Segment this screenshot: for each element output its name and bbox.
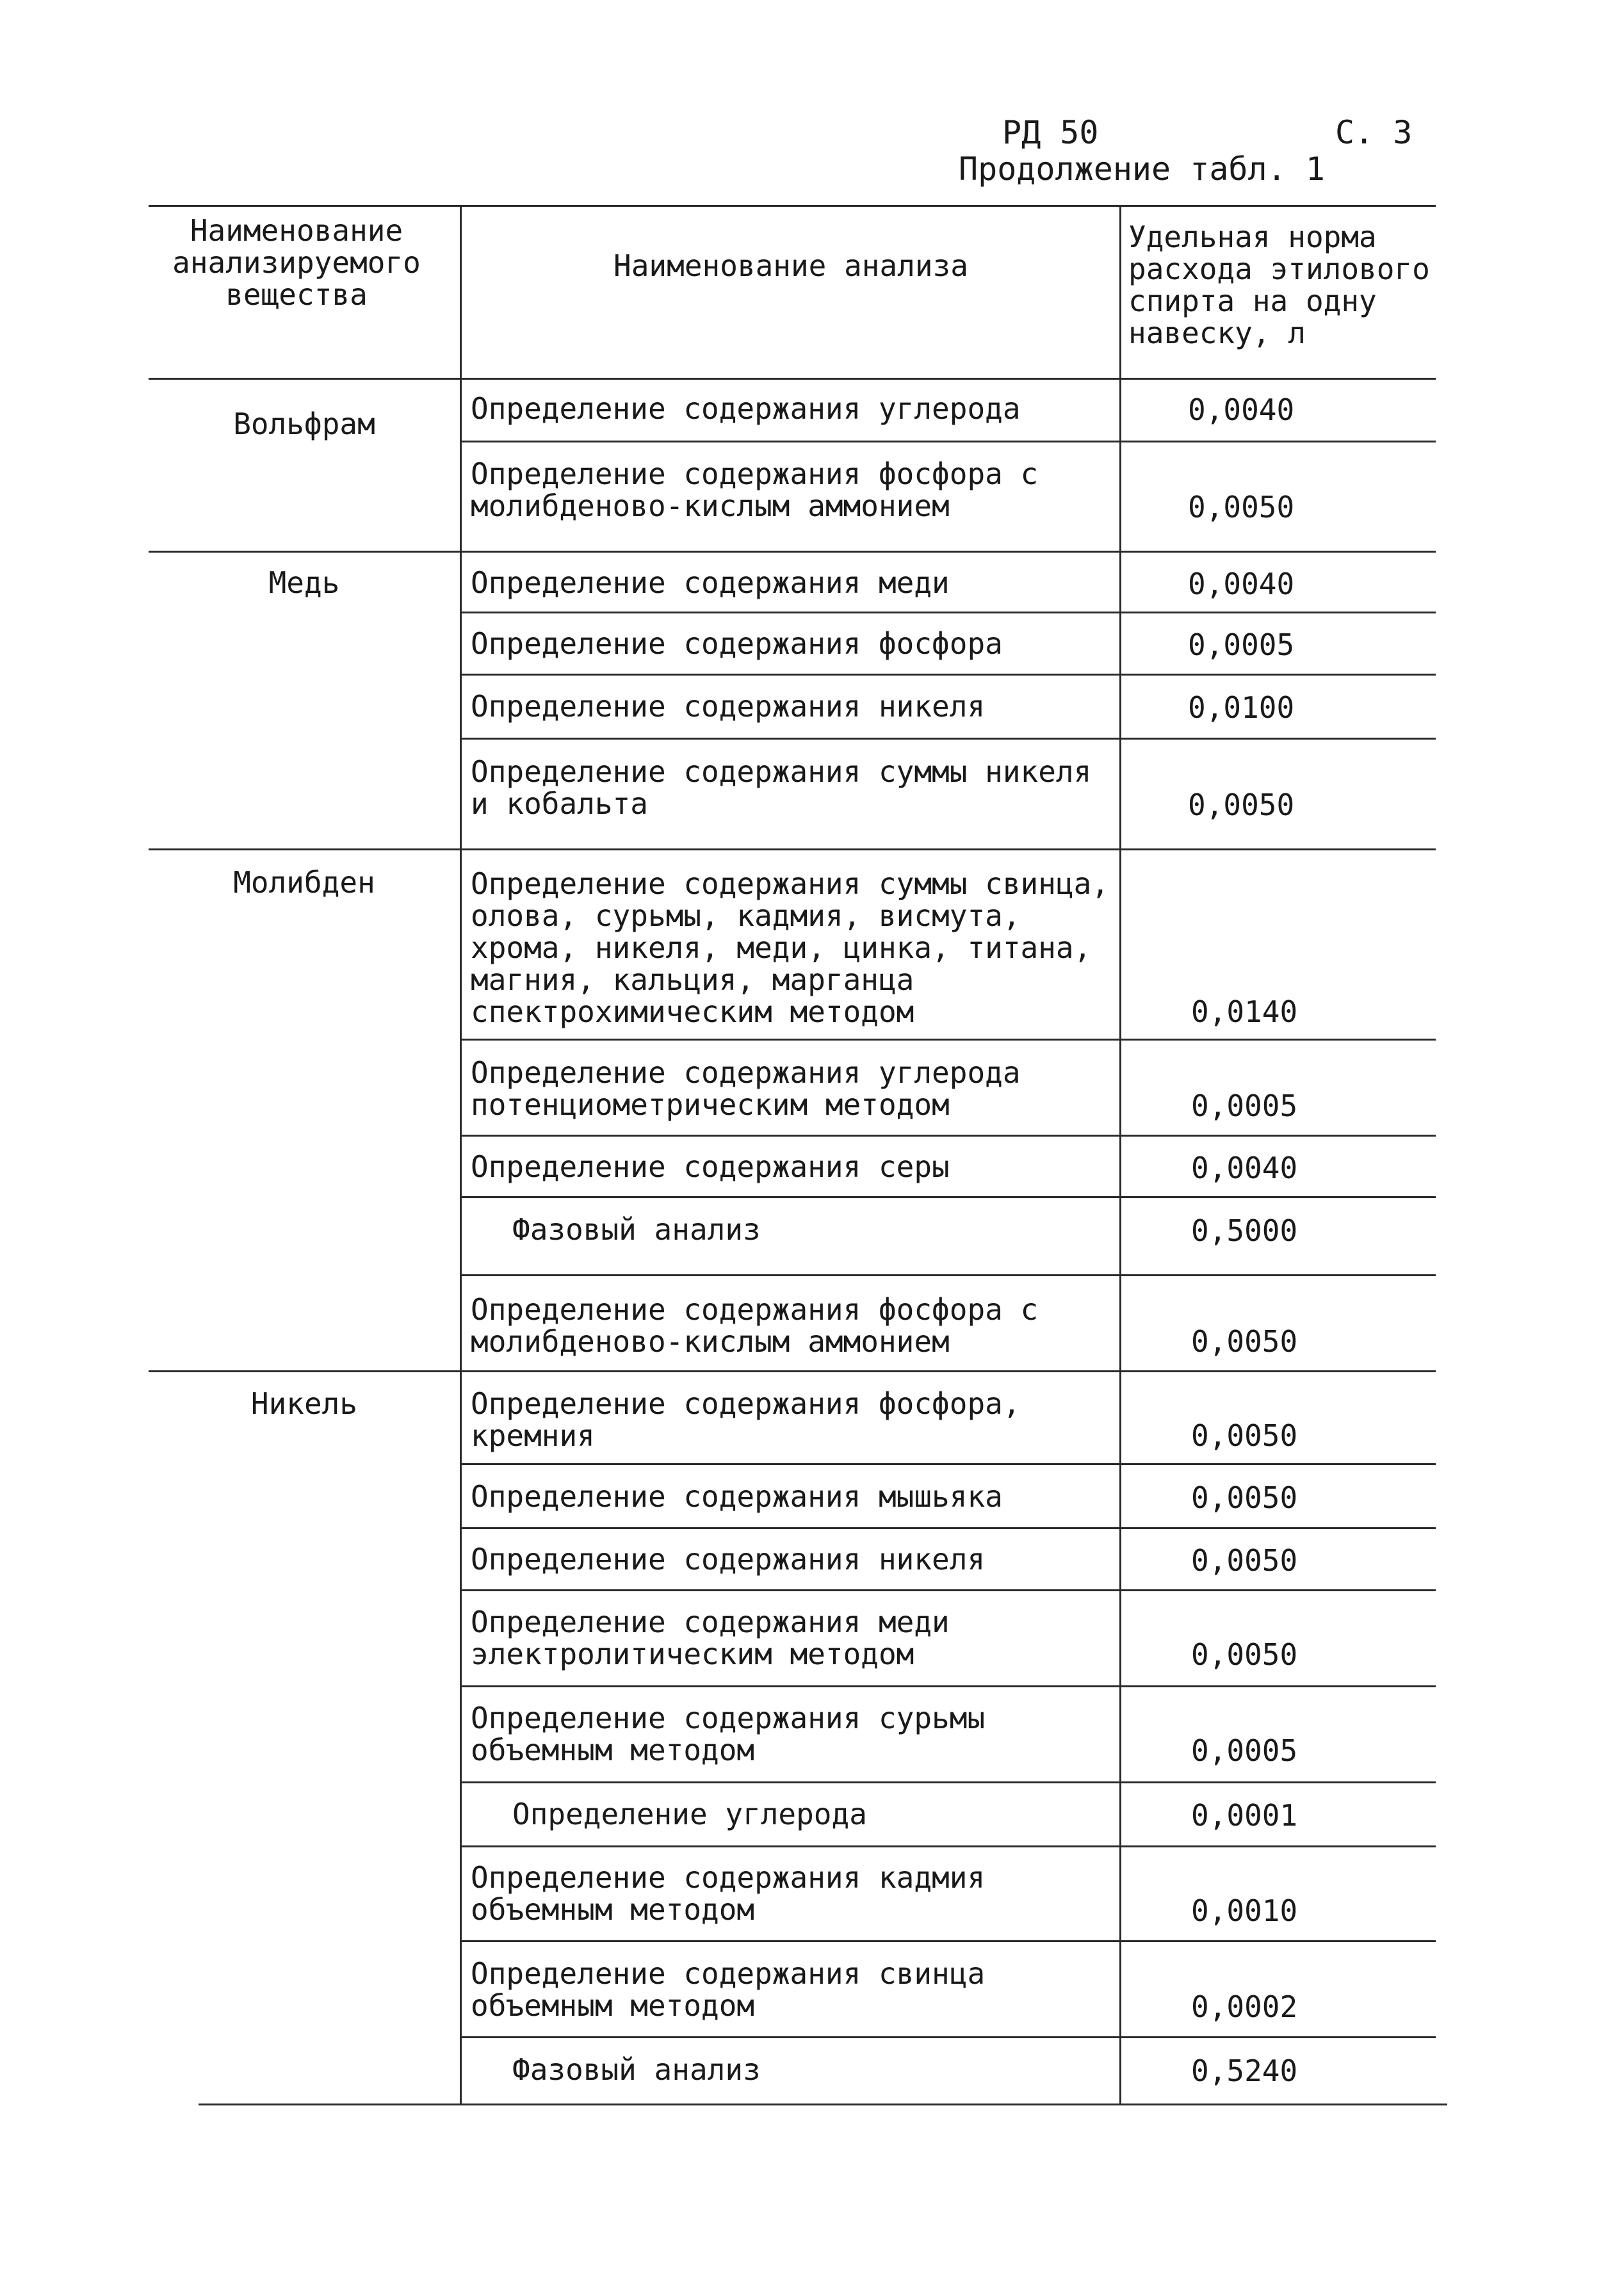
analysis-cell: Определение содержания кадмия объемным методом	[471, 1860, 986, 1927]
norm-value: 0,0050	[1191, 1324, 1298, 1359]
analysis-cell: Определение содержания углерода потенциометрическим методом	[471, 1055, 1021, 1122]
analysis-cell: Определение содержания никеля	[471, 1542, 986, 1577]
norm-value: 0,0040	[1188, 393, 1295, 427]
row-separator	[461, 674, 1436, 676]
analysis-cell: Определение содержания меди	[471, 565, 950, 600]
analysis-cell: Определение содержания серы	[471, 1149, 950, 1184]
norm-value: 0,0050	[1191, 1543, 1298, 1578]
substance-label: Вольфрам	[233, 407, 375, 441]
analysis-cell: Определение содержания мышьяка	[471, 1479, 1003, 1514]
row-separator	[461, 612, 1436, 613]
analysis-cell: Определение содержания углерода	[471, 391, 1021, 426]
document-code: РД 50	[1002, 114, 1099, 151]
analysis-cell: Определение содержания никеля	[471, 689, 986, 724]
row-separator	[461, 1589, 1436, 1591]
norm-value: 0,5240	[1191, 2054, 1298, 2088]
analysis-cell: Определение содержания суммы свинца, олова, сурьмы, кадмия, висмута, хрома, никеля, меди, цинка, титана, магния, кальция, марганца спектрохимическим методом	[471, 866, 1109, 1029]
norm-value: 0,0050	[1191, 1480, 1298, 1515]
norm-value: 0,0050	[1191, 1637, 1298, 1672]
column-divider	[460, 205, 462, 2104]
norm-value: 0,0140	[1191, 994, 1298, 1029]
table-continuation-caption: Продолжение табл. 1	[959, 150, 1325, 188]
group-separator	[149, 1370, 1436, 1372]
norm-value: 0,0100	[1188, 690, 1295, 725]
row-separator	[461, 1039, 1436, 1041]
analysis-cell: Определение содержания фосфора с молибденово-кислым аммонием	[471, 1292, 1039, 1359]
norm-value: 0,0002	[1191, 1990, 1298, 2024]
row-separator	[461, 1781, 1436, 1783]
analysis-cell: Определение содержания фосфора с молибденово-кислым аммонием	[471, 457, 1039, 523]
column-header-norm: Удельная норма расхода этилового спирта на одну навеску, л	[1128, 220, 1430, 350]
column-header-analysis: Наименование анализа	[613, 248, 968, 283]
norm-value: 0,0050	[1191, 1418, 1298, 1453]
analysis-cell: Фазовый анализ	[512, 2052, 761, 2087]
norm-value: 0,5000	[1191, 1213, 1298, 1248]
norm-value: 0,0001	[1191, 1798, 1298, 1833]
analysis-cell: Фазовый анализ	[512, 1212, 761, 1247]
row-separator	[461, 1196, 1436, 1198]
norm-value: 0,0050	[1188, 490, 1295, 524]
row-separator	[461, 441, 1436, 442]
norm-value: 0,0040	[1191, 1151, 1298, 1185]
substance-label: Никель	[250, 1386, 358, 1421]
norm-value: 0,0040	[1188, 567, 1295, 601]
row-separator	[461, 1845, 1436, 1847]
row-separator	[461, 1463, 1436, 1465]
analysis-cell: Определение содержания суммы никеля и кобальта	[471, 754, 1092, 821]
norm-value: 0,0005	[1191, 1733, 1298, 1768]
analysis-cell: Определение содержания фосфора	[471, 626, 1003, 661]
column-divider	[1119, 205, 1121, 2104]
group-separator	[149, 848, 1436, 850]
analysis-cell: Определение содержания свинца объемным методом	[471, 1956, 986, 2023]
analysis-cell: Определение содержания меди электролитическим методом	[471, 1605, 950, 1671]
row-separator	[461, 1685, 1436, 1687]
page-number: С. 3	[1335, 114, 1413, 151]
analysis-cell: Определение углерода	[512, 1797, 867, 1831]
row-separator	[461, 2036, 1436, 2038]
analysis-cell: Определение содержания фосфора, кремния	[471, 1386, 1021, 1453]
row-separator	[461, 1274, 1436, 1276]
table-top-rule	[149, 205, 1436, 207]
header-bottom-rule	[149, 378, 1436, 380]
substance-label: Молибден	[233, 865, 375, 900]
substance-label: Медь	[268, 565, 340, 600]
norm-value: 0,0050	[1188, 788, 1295, 822]
table-bottom-rule	[199, 2104, 1447, 2105]
column-header-substance: Наименование анализируемого вещества	[172, 213, 421, 312]
analysis-cell: Определение содержания сурьмы объемным методом	[471, 1701, 986, 1767]
norm-value: 0,0005	[1191, 1089, 1298, 1123]
norm-value: 0,0005	[1188, 628, 1295, 662]
row-separator	[461, 1135, 1436, 1137]
row-separator	[461, 1940, 1436, 1942]
group-separator	[149, 551, 1436, 553]
row-separator	[461, 738, 1436, 740]
norm-value: 0,0010	[1191, 1893, 1298, 1928]
row-separator	[461, 1527, 1436, 1529]
